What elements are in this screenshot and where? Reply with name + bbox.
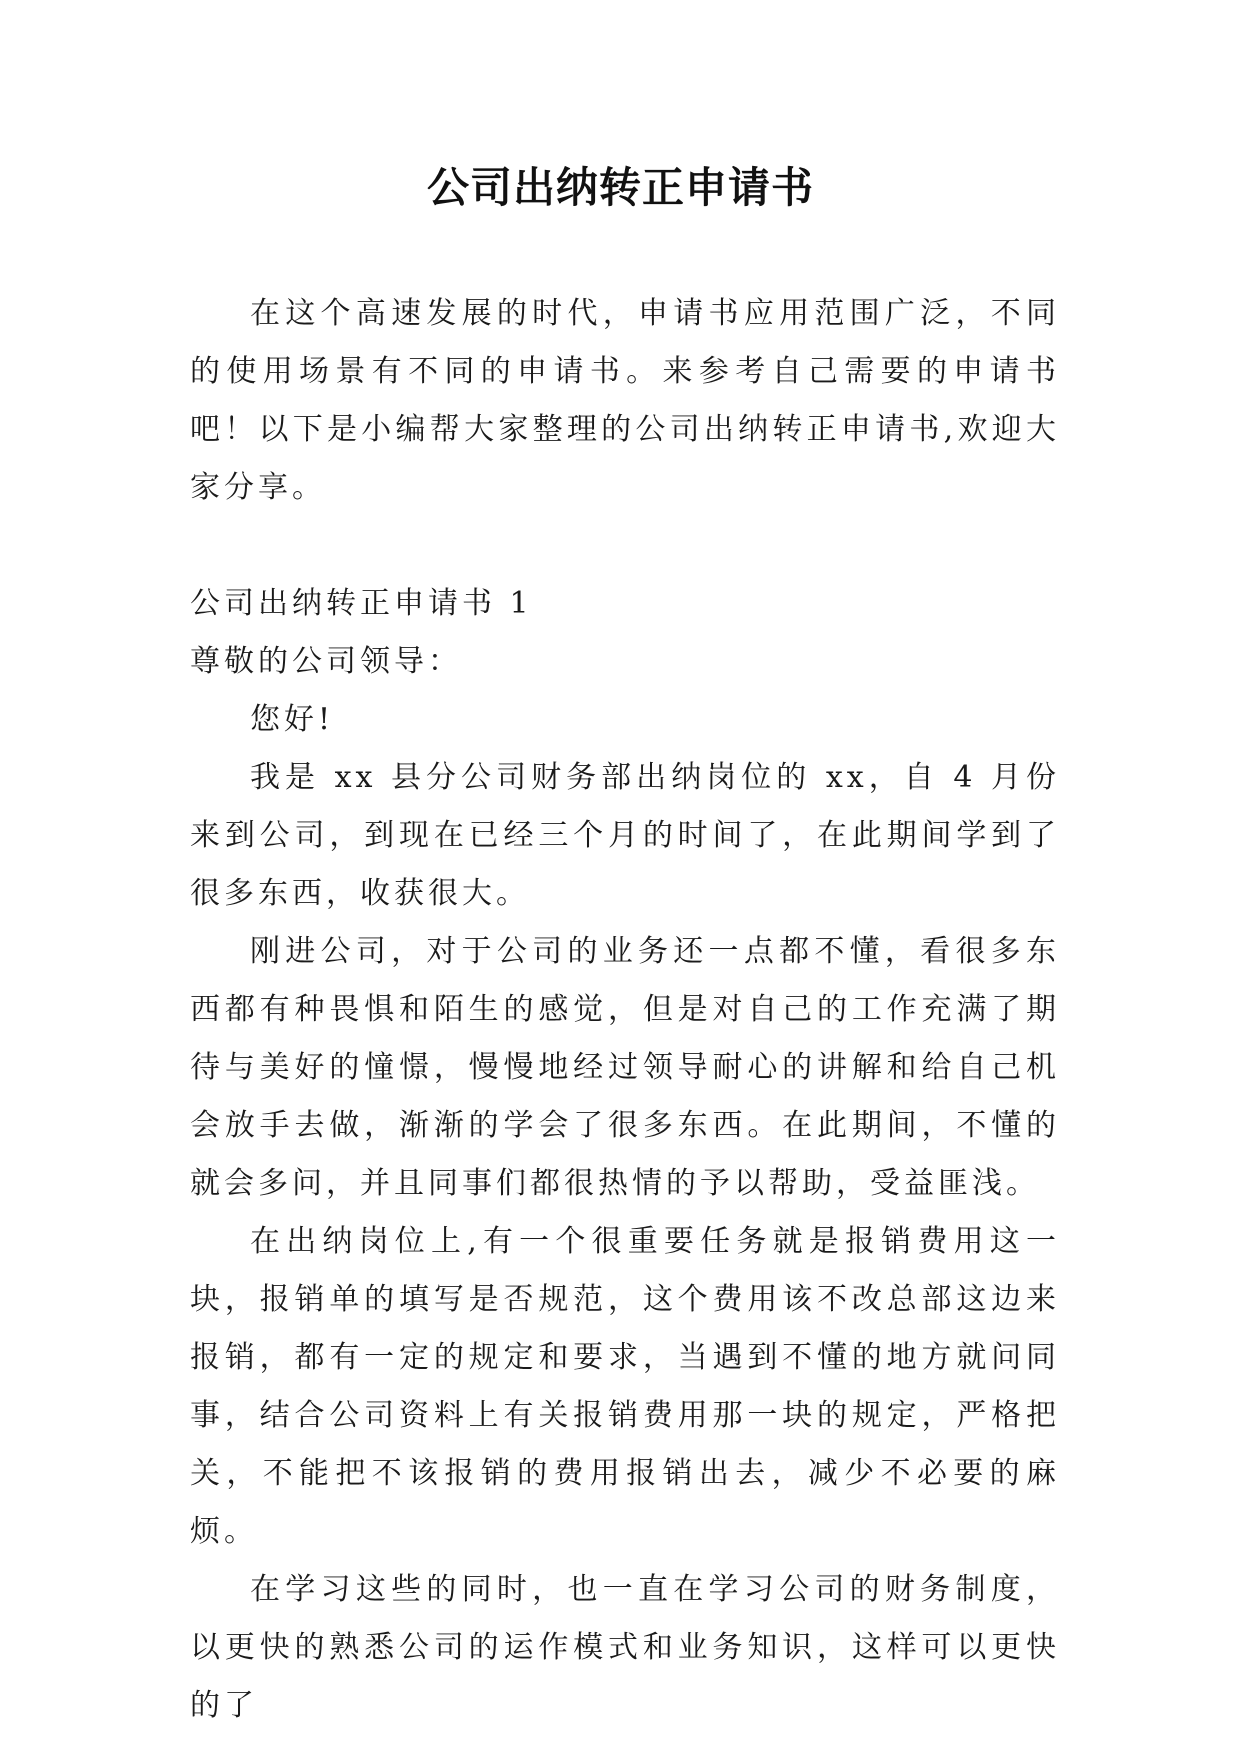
section-heading: 公司出纳转正申请书 1 <box>190 586 533 621</box>
intro-paragraph: 在这个高速发展的时代，申请书应用范围广泛，不同的使用场景有不同的申请书。来参考自己需要的申请书吧！以下是小编帮大家整理的公司出纳转正申请书,欢迎大家分享。 <box>190 296 1060 505</box>
salutation: 尊敬的公司领导： <box>190 644 462 679</box>
body-paragraph-3: 在出纳岗位上,有一个很重要任务就是报销费用这一块，报销单的填写是否规范，这个费用该不改总部这边来报销，都有一定的规定和要求，当遇到不懂的地方就问同事，结合公司资料上有关报销费用那一块的规定，严格把关，不能把不该报销的费用报销出去，减少不必要的麻烦。 <box>190 1224 1060 1549</box>
document-body <box>190 285 1060 1735</box>
body-paragraph-1: 我是 xx 县分公司财务部出纳岗位的 xx，自 4 月份来到公司，到现在已经三个月的时间了，在此期间学到了很多东西，收获很大。 <box>190 760 1060 911</box>
greeting: 您好! <box>250 702 335 737</box>
body-paragraph-2: 刚进公司，对于公司的业务还一点都不懂，看很多东西都有种畏惧和陌生的感觉，但是对自己的工作充满了期待与美好的憧憬，慢慢地经过领导耐心的讲解和给自己机会放手去做，渐渐的学会了很多东西。在此期间，不懂的就会多问，并且同事们都很热情的予以帮助，受益匪浅。 <box>190 934 1060 1201</box>
body-paragraph-4: 在学习这些的同时，也一直在学习公司的财务制度，以更快的熟悉公司的运作模式和业务知识，这样可以更快的了 <box>190 1572 1060 1723</box>
document-title: 公司出纳转正申请书 <box>426 163 814 212</box>
